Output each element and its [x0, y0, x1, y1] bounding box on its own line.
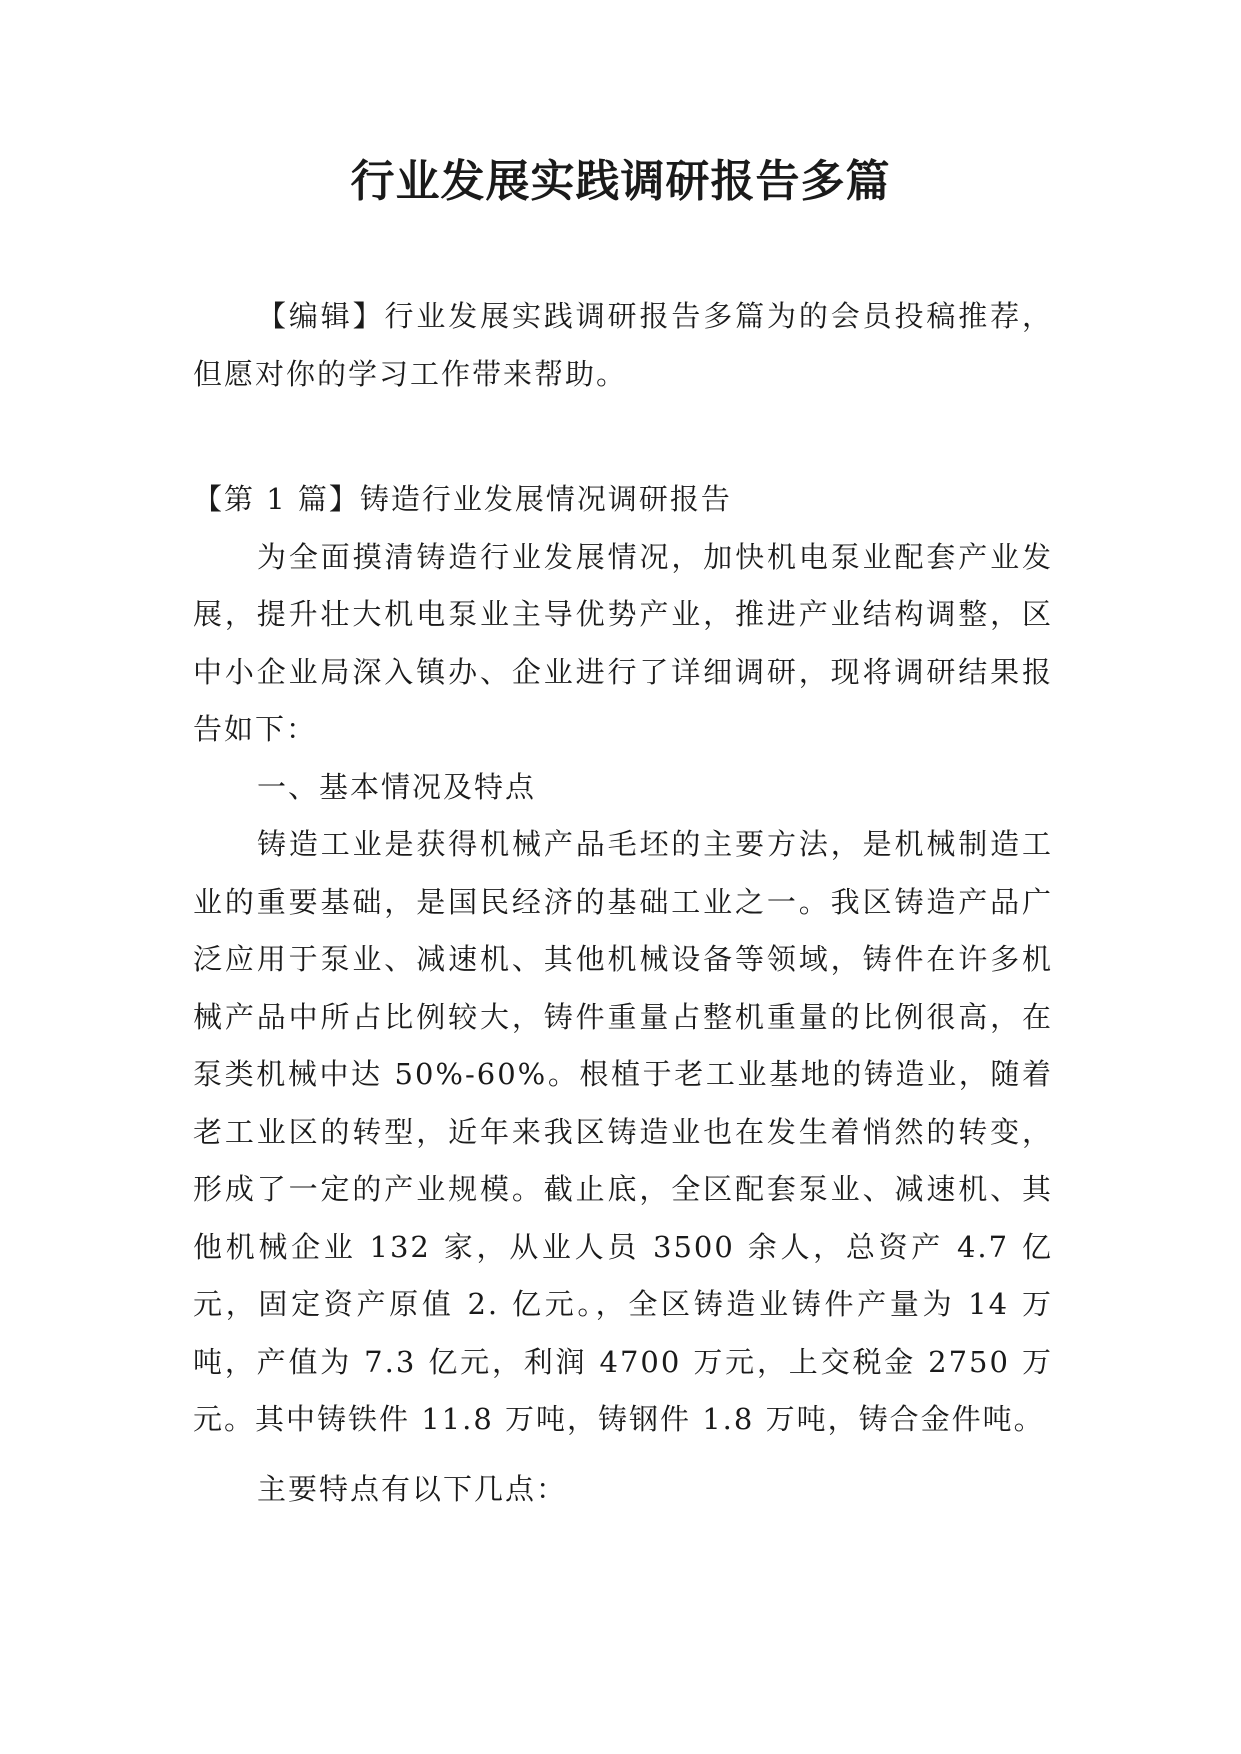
section-heading: 【第 1 篇】铸造行业发展情况调研报告: [193, 482, 732, 516]
spacer: [193, 403, 1053, 471]
subheading-basic-situation: 一、基本情况及特点: [257, 769, 537, 804]
body-paragraph-2: 铸造工业是获得机械产品毛坯的主要方法，是机械制造工业的重要基础，是国民经济的基础工业之一。我区铸造产品广泛应用于泵业、减速机、其他机械设备等领域，铸件在许多机械产品中所占比例较大，铸件重量占整机重量的比例很高，在泵类机械中达 50%-60%。根植于老工业基地的铸造业，随着老工业区的转型，近年来我区铸造业也在发生着悄然的转变，形成了一定的产业规模。截止底，全区配套泵业、减速机、其他机械企业 132 家，从业人员 3500 余人，总资产 4.7 亿元，固定资产原值 2. 亿元。，全区铸造业铸件产量为 14 万吨，产值为 7.3 亿元，利润 4700 万元，上交税金 2750 万元。其中铸铁件 11.8 万吨，铸钢件 1.8 万吨，铸合金件吨。: [193, 827, 1053, 1436]
document-title: 行业发展实践调研报告多篇: [350, 156, 891, 207]
intro-paragraph: 【编辑】行业发展实践调研报告多篇为的会员投稿推荐，但愿对你的学习工作带来帮助。: [193, 299, 1053, 391]
document-body: [193, 288, 1053, 1518]
body-paragraph-3: 主要特点有以下几点：: [257, 1471, 568, 1506]
spacer: [193, 1449, 1053, 1461]
body-paragraph-1: 为全面摸清铸造行业发展情况，加快机电泵业配套产业发展，提升壮大机电泵业主导优势产业，推进产业结构调整，区中小企业局深入镇办、企业进行了详细调研，现将调研结果报告如下：: [193, 539, 1053, 746]
